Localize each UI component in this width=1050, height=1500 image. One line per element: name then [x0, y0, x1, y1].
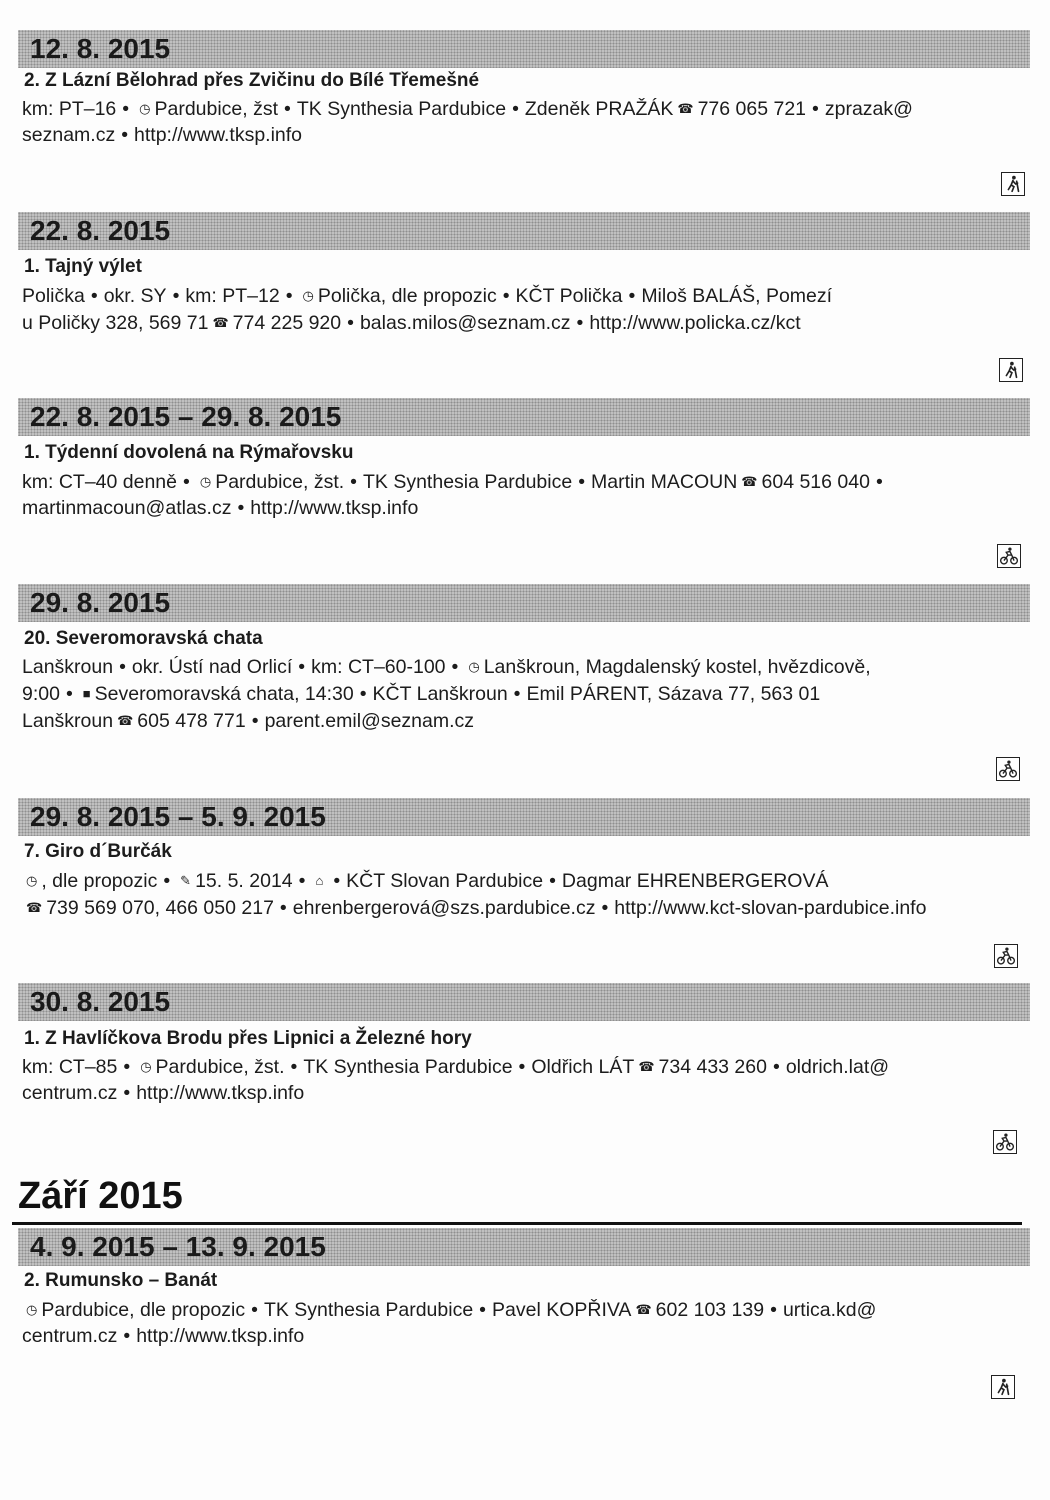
bullet-separator: •	[518, 1056, 526, 1078]
bullet-separator: •	[123, 1056, 131, 1078]
bullet-separator: •	[875, 471, 883, 493]
detail-text: Pardubice, dle propozic	[41, 1299, 246, 1321]
detail-text: , dle propozic	[41, 870, 158, 892]
detail-text: Emil PÁRENT, Sázava 77, 563 01	[526, 683, 821, 705]
detail-text: km: CT–85	[22, 1056, 118, 1078]
event-detail-line	[22, 1297, 876, 1325]
phone-icon: ☎	[212, 315, 229, 330]
detail-text: TK Synthesia Pardubice	[263, 1299, 474, 1321]
pencil-icon: ✎	[180, 873, 192, 888]
bullet-separator: •	[770, 1299, 777, 1321]
detail-text: km: CT–60-100	[311, 656, 446, 678]
event-detail-line	[22, 310, 801, 338]
bullet-separator: •	[513, 683, 521, 705]
bullet-separator: •	[279, 897, 287, 919]
detail-text: 739 569 070, 466 050 217	[46, 897, 274, 919]
detail-text: parent.emil@seznam.cz	[264, 710, 475, 732]
phone-icon: ☎	[677, 101, 694, 116]
event-date: 22. 8. 2015	[18, 212, 1030, 250]
bullet-separator: •	[298, 870, 306, 892]
detail-text: Martin MACOUN	[591, 471, 738, 493]
bullet-separator: •	[123, 1082, 131, 1104]
event-detail-line	[22, 895, 926, 923]
detail-text: KČT Polička	[515, 285, 623, 307]
detail-text: TK Synthesia Pardubice	[363, 471, 573, 493]
event-date: 12. 8. 2015	[18, 30, 1030, 68]
detail-text: KČT Slovan Pardubice	[346, 870, 544, 892]
month-heading: Září 2015	[18, 1175, 183, 1217]
bullet-separator: •	[90, 285, 98, 307]
hiking-icon	[991, 1375, 1015, 1399]
bullet-separator: •	[549, 870, 556, 892]
bullet-separator: •	[298, 656, 306, 678]
event-detail-line	[22, 469, 889, 497]
checkpoint-icon: ■	[82, 686, 91, 701]
clock-icon: ◷	[468, 659, 480, 674]
event-detail-line	[22, 96, 913, 124]
detail-text: Lanškroun, Magdalenský kostel, hvězdicově,	[483, 656, 871, 678]
phone-icon: ☎	[117, 713, 134, 728]
detail-text: 9:00	[22, 683, 60, 705]
bullet-separator: •	[237, 497, 245, 519]
event-date: 29. 8. 2015	[18, 584, 1030, 622]
detail-text: Pardubice, žst.	[155, 1056, 285, 1078]
detail-text: km: PT–16	[22, 98, 117, 120]
event-date: 22. 8. 2015 – 29. 8. 2015	[18, 398, 1030, 436]
detail-text: 605 478 771	[137, 710, 246, 732]
event-detail-line	[22, 1323, 304, 1349]
detail-text: http://www.tksp.info	[136, 1082, 305, 1104]
bullet-separator: •	[451, 656, 459, 678]
detail-text: Severomoravská chata, 14:30	[94, 683, 354, 705]
detail-text: Lanškroun	[22, 656, 114, 678]
event-detail-line	[22, 122, 302, 148]
hiking-icon	[1001, 172, 1025, 196]
detail-text: TK Synthesia Pardubice	[303, 1056, 513, 1078]
phone-icon: ☎	[741, 474, 758, 489]
bullet-separator: •	[502, 285, 510, 307]
detail-text: zprazak@	[824, 98, 913, 120]
bullet-separator: •	[578, 471, 586, 493]
detail-text: 734 433 260	[658, 1056, 767, 1078]
event-title: 2. Rumunsko – Banát	[24, 1270, 218, 1291]
event-detail-line	[22, 495, 418, 521]
event-detail-line	[22, 708, 474, 736]
event-title: 1. Týdenní dovolená na Rýmařovsku	[24, 442, 354, 463]
detail-text: 604 516 040	[761, 471, 870, 493]
detail-text: Polička, dle propozic	[317, 285, 497, 307]
event-date: 30. 8. 2015	[18, 983, 1030, 1021]
event-detail-line	[22, 868, 829, 896]
hiking-icon	[999, 358, 1023, 382]
bullet-separator: •	[290, 1056, 298, 1078]
bullet-separator: •	[284, 98, 291, 120]
bullet-separator: •	[121, 124, 129, 146]
bullet-separator: •	[163, 870, 171, 892]
clock-icon: ◷	[199, 474, 212, 489]
cycling-icon	[994, 944, 1018, 968]
bullet-separator: •	[772, 1056, 780, 1078]
event-detail-line	[22, 1054, 889, 1082]
bullet-separator: •	[347, 312, 354, 334]
detail-text: http://www.kct-slovan-pardubice.info	[614, 897, 927, 919]
event-detail-line	[22, 1080, 304, 1106]
event-title: 2. Z Lázní Bělohrad přes Zvičinu do Bílé Třemešné	[24, 70, 480, 91]
detail-text: http://www.tksp.info	[134, 124, 303, 146]
detail-text: 602 103 139	[655, 1299, 765, 1321]
detail-text: Lanškroun	[22, 710, 114, 732]
clock-icon: ◷	[26, 1302, 38, 1317]
phone-icon: ☎	[635, 1302, 652, 1317]
detail-text: Oldřich LÁT	[531, 1056, 635, 1078]
bullet-separator: •	[812, 98, 819, 120]
detail-text: Polička	[22, 285, 85, 307]
bullet-separator: •	[601, 897, 609, 919]
month-divider	[12, 1222, 1022, 1225]
event-title: 1. Tajný výlet	[24, 256, 142, 277]
detail-text: Zdeněk PRAŽÁK	[524, 98, 674, 120]
bullet-separator: •	[65, 683, 73, 705]
detail-text: KČT Lanškroun	[372, 683, 508, 705]
detail-text: okr. Ústí nad Orlicí	[131, 656, 293, 678]
bullet-separator: •	[119, 656, 126, 678]
bullet-separator: •	[479, 1299, 486, 1321]
detail-text: Miloš BALÁŠ, Pomezí	[641, 285, 833, 307]
event-detail-line	[22, 654, 871, 682]
detail-text: ehrenbergerová@szs.pardubice.cz	[292, 897, 596, 919]
detail-text: TK Synthesia Pardubice	[296, 98, 507, 120]
detail-text: Dagmar EHRENBERGEROVÁ	[561, 870, 829, 892]
detail-text: http://www.policka.cz/kct	[589, 312, 801, 334]
detail-text: 776 065 721	[697, 98, 807, 120]
bullet-separator: •	[512, 98, 519, 120]
detail-text: 774 225 920	[232, 312, 342, 334]
bullet-separator: •	[122, 98, 130, 120]
event-detail-line	[22, 283, 832, 311]
cycling-icon	[997, 544, 1021, 568]
bullet-separator: •	[333, 870, 341, 892]
detail-text: seznam.cz	[22, 124, 116, 146]
bullet-separator: •	[576, 312, 584, 334]
detail-text: okr. SY	[103, 285, 167, 307]
detail-text: km: CT–40 denně	[22, 471, 178, 493]
bullet-separator: •	[251, 1299, 258, 1321]
clock-icon: ◷	[302, 288, 314, 303]
clock-icon: ◷	[139, 101, 151, 116]
bullet-separator: •	[350, 471, 357, 493]
bullet-separator: •	[285, 285, 293, 307]
bullet-separator: •	[123, 1325, 131, 1347]
event-title: 20. Severomoravská chata	[24, 628, 263, 649]
detail-text: Pavel KOPŘIVA	[492, 1299, 632, 1321]
detail-text: u Poličky 328, 569 71	[22, 312, 209, 334]
clock-icon: ◷	[26, 873, 38, 888]
phone-icon: ☎	[638, 1059, 655, 1074]
detail-text: 15. 5. 2014	[195, 870, 293, 892]
event-date: 4. 9. 2015 – 13. 9. 2015	[18, 1228, 1030, 1266]
event-title: 7. Giro d´Burčák	[24, 841, 172, 862]
clock-icon: ◷	[140, 1059, 152, 1074]
detail-text: balas.milos@seznam.cz	[359, 312, 571, 334]
house-icon: ⌂	[315, 873, 324, 888]
detail-text: centrum.cz	[22, 1325, 118, 1347]
phone-icon: ☎	[26, 900, 43, 915]
detail-text: km: PT–12	[185, 285, 280, 307]
bullet-separator: •	[172, 285, 180, 307]
event-date: 29. 8. 2015 – 5. 9. 2015	[18, 798, 1030, 836]
detail-text: oldrich.lat@	[785, 1056, 890, 1078]
detail-text: Pardubice, žst	[154, 98, 279, 120]
detail-text: centrum.cz	[22, 1082, 118, 1104]
bullet-separator: •	[359, 683, 367, 705]
cycling-icon	[996, 757, 1020, 781]
cycling-icon	[993, 1130, 1017, 1154]
event-title: 1. Z Havlíčkova Brodu přes Lipnici a Železné hory	[24, 1028, 472, 1049]
detail-text: urtica.kd@	[782, 1299, 877, 1321]
detail-text: http://www.tksp.info	[136, 1325, 305, 1347]
detail-text: http://www.tksp.info	[250, 497, 419, 519]
bullet-separator: •	[251, 710, 259, 732]
event-detail-line	[22, 681, 820, 709]
detail-text: Pardubice, žst.	[215, 471, 345, 493]
bullet-separator: •	[628, 285, 636, 307]
detail-text: martinmacoun@atlas.cz	[22, 497, 232, 519]
bullet-separator: •	[183, 471, 190, 493]
